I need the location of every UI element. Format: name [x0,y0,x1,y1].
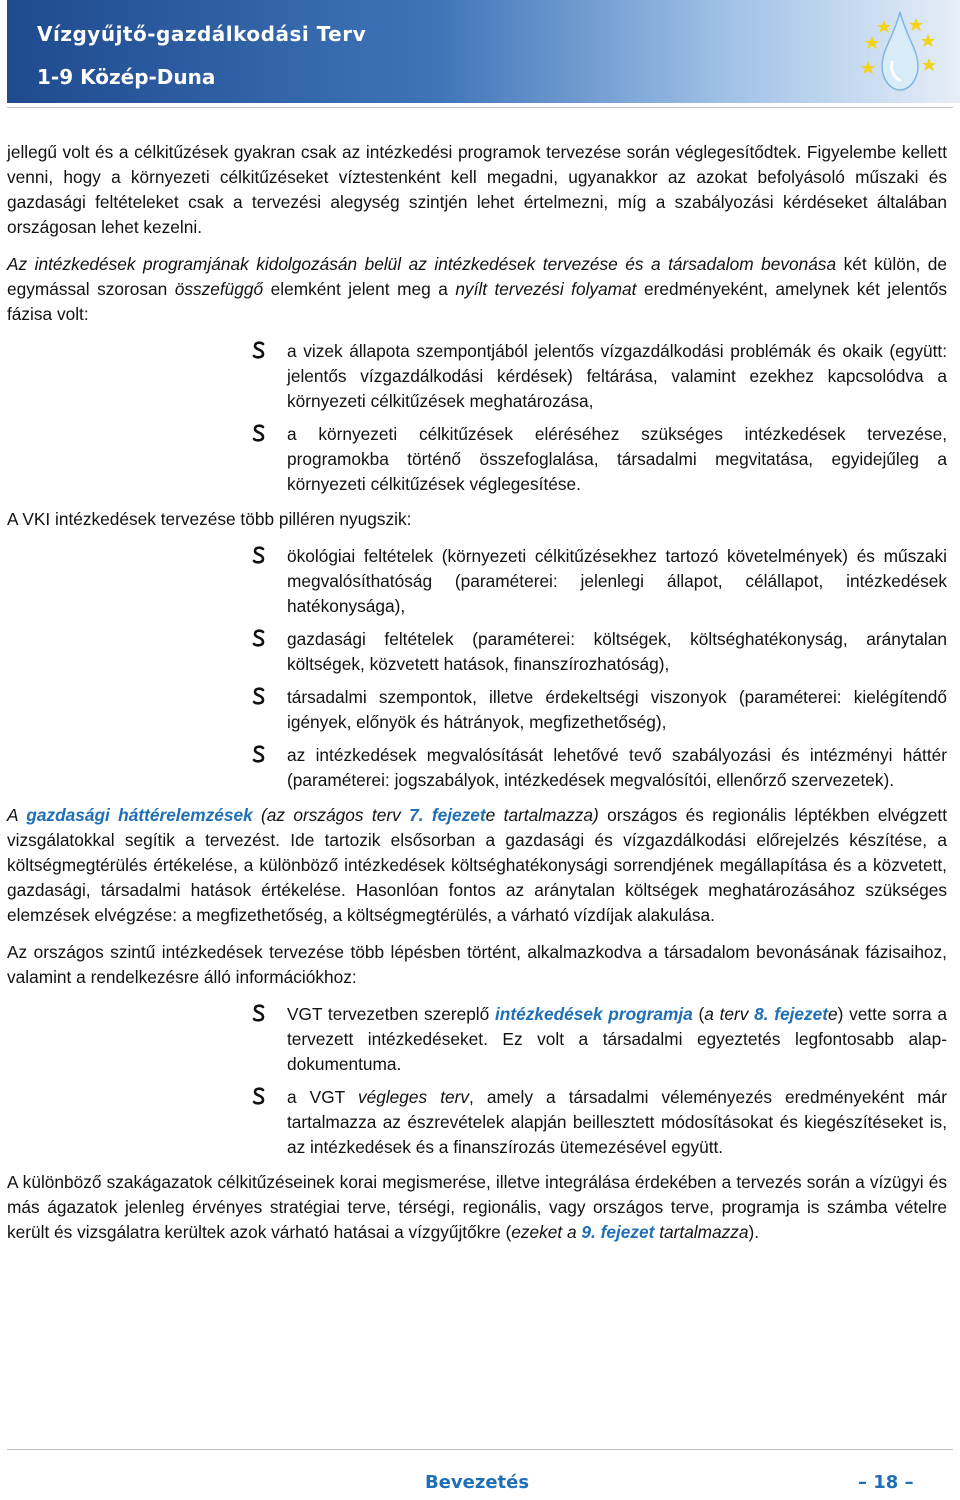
header-divider [7,107,953,108]
paragraph-national-measures: Az országos szintű intézkedések tervezése több lépésben történt, alkalmazkodva a társadalom bevonásának fázisaihoz, valamint a rendelkezésre álló információkhoz: [7,942,947,987]
list-item-text: társadalmi szempontok, illetve érdekeltségi viszonyok (paraméterei: kielégítendő igények, előnyök és hátrányok, megfizethetőség), [287,687,947,732]
list-item [287,1002,947,1077]
pillar-list [7,544,947,793]
text-run: ) vette sorra a tervezett intézkedéseket. Ez volt a társadalmi egyeztetés legfontosabb alap-dokumentuma. [287,1004,947,1074]
header-title: Vízgyűjtő-gazdálkodási Terv [37,22,367,46]
list-item-text: az intézkedések megvalósítását lehetővé tevő szabályozási és intézményi háttér (paraméterei: jogszabályok, intézkedések megvalósítói, ellenőrző szervezetek). [287,745,947,790]
link-chapter-7[interactable]: 7. fejezet [409,805,486,825]
list-item [287,627,947,677]
list-item [287,339,947,414]
list-item [287,1085,947,1160]
s-bullet-icon [251,422,267,444]
list-item-text: gazdasági feltételek (paraméterei: költségek, költséghatékonyság, aránytalan költségek, közvetett hatások, finanszírozhatóság), [287,629,947,674]
s-bullet-icon [251,627,267,649]
italic-phrase: Az intézkedések programjának kidolgozásán belül az intézkedések tervezése és a társadalom bevonása [7,254,837,274]
list-item [287,544,947,619]
s-bullet-icon [251,1085,267,1107]
water-drop-stars-logo-icon [854,6,940,96]
paragraph-intro: jellegű volt és a célkitűzések gyakran csak az intézkedési programok tervezése során véglegesítődtek. Figyelembe kellett venni, hogy a környezeti célkitűzéseket víztestenként kell megadni, ugyanakkor az azokat befolyásoló műszaki és gazdasági feltételeket csak a tervezési alegység szintjén lehet értelmezni, míg a szabályozási kérdéseket általában országosan lehet kezelni. [7,142,947,237]
text-run: ( [692,1004,705,1024]
list-item [287,743,947,793]
text-run: (az országos terv [252,805,410,825]
list-item [287,422,947,497]
list-item-text: a környezeti célkitűzések eléréséhez szükséges intézkedések tervezése, programokba történő összefoglalása, társadalmi megvitatása, egyidejűleg a környezeti célkitűzések véglegesítése. [287,424,947,494]
document-body [7,140,947,1257]
page-header [7,0,960,103]
s-bullet-icon [251,685,267,707]
footer-page-number: – 18 – [858,1472,914,1493]
italic-phrase: végleges terv [357,1087,470,1107]
s-bullet-icon [251,1002,267,1024]
text-run: e [828,1004,838,1024]
list-item-text: a vizek állapota szempontjából jelentős vízgazdálkodási problémák és okaik (együtt: jelentős vízgazdálkodási kérdések) feltárása, valamint ezekhez kapcsolódva a környezeti célkitűzések meghatározása, [287,341,947,411]
link-economic-analyses[interactable]: gazdasági háttérelemzések [26,805,253,825]
paragraph-measures-program [7,252,947,327]
text-run: eredményeként, amelynek két jelentős fázisa volt: [7,279,947,324]
paragraph-economic-analysis [7,803,947,928]
s-bullet-icon [251,743,267,765]
text-run: e tartalmazza) [485,805,599,825]
list-item [287,685,947,735]
text-run: a terv [704,1004,755,1024]
text-run: országos és regionális léptékben elvégzett vizsgálatokkal segítik a tervezést. Ide tartozik elsősorban a gazdasági és vízgazdálkodási előrejelzés készítése, a költségmegtérülés értékelése, a különböző intézkedések költséghatékonysági sorrendjének megállapítása és a közvetett, gazdasági, társadalmi hatások értékelése. Hasonlóan fontos az aránytalan költségek meghatározásához szükséges elemzések elvégzése: a megfizethetőség, a költségmegtérülés, a várható vízdíjak alakulása. [7,805,948,925]
text-run: ezeket a [511,1222,582,1242]
text-run: a VGT [287,1087,358,1107]
header-subtitle: 1-9 Közép-Duna [37,65,216,89]
italic-phrase: összefüggő [174,279,264,299]
link-chapter-9[interactable]: 9. fejezet [581,1222,655,1242]
step-list [7,1002,947,1160]
text-run: elemként jelent meg a [263,279,456,299]
text-run: ). [748,1222,760,1242]
s-bullet-icon [251,339,267,361]
phase-list [7,339,947,497]
paragraph-pillars: A VKI intézkedések tervezése több pilléren nyugszik: [7,509,412,529]
link-measures-program[interactable]: intézkedések programja [494,1004,693,1024]
text-run: A különböző szakágazatok célkitűzéseinek korai megismerése, illetve integrálása érdekében a tervezés során a vízügyi és más ágazatok jelenleg érvényes stratégiai terve, térségi, regionális, vagy országos terve, programja is számba vételre került és vizsgálatra kerültek azok várható hatásai a vízgyűjtőkre ( [7,1172,947,1242]
paragraph-sector-goals [7,1170,947,1245]
text-run: tartalmazza [654,1222,749,1242]
text-run: A [7,805,27,825]
text-run: VGT tervezetben szereplő [287,1004,495,1024]
footer-divider [7,1449,953,1450]
footer-section-name: Bevezetés [425,1472,530,1493]
link-chapter-8[interactable]: 8. fejezet [754,1004,829,1024]
text-run: két külön, de egymással szorosan [7,254,947,299]
s-bullet-icon [251,544,267,566]
italic-phrase: nyílt tervezési folyamat [455,279,637,299]
text-run: , amely a társadalmi véleményezés eredményeként már tartalmazza az észrevételek alapján beillesztett módosításokat és kiegészítéseket is, az intézkedések és a finanszírozás ütemezésével együtt. [287,1087,947,1157]
list-item-text: ökológiai feltételek (környezeti célkitűzésekhez tartozó követelmények) és műszaki megvalósíthatóság (paraméterei: jelenlegi állapot, célállapot, intézkedések hatékonysága), [287,546,947,616]
